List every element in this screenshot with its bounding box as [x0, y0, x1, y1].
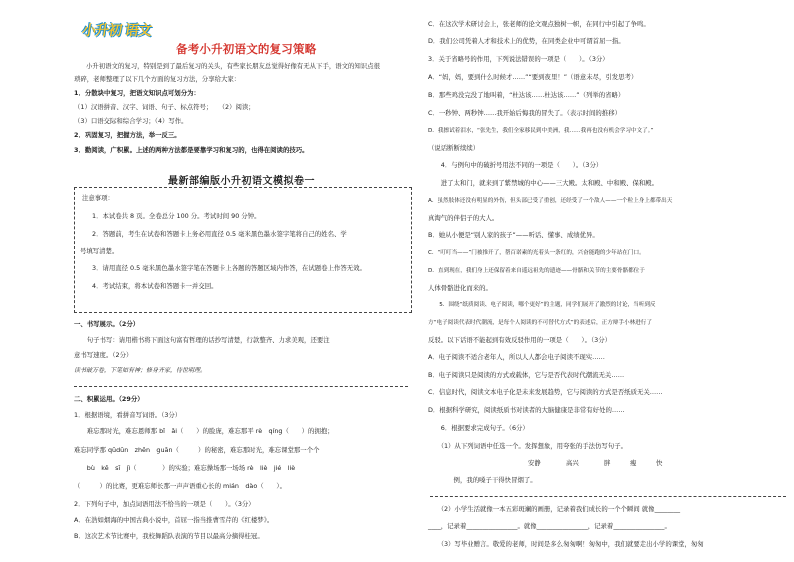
right-line: 反驳。以下话语不能起到有效反驳作用的一项是（ ）。（3分）: [428, 336, 611, 344]
right-line: 3．关于省略号的作用，下列说法错误的一项是（ ）。（3分）: [428, 55, 609, 63]
notice-line: 1．本试卷共 8 页。全卷总分 100 分。考试时间 90 分钟。: [92, 212, 261, 220]
section1-line: 句子书写：请用楷书将下面这句富有哲理的话抄写清楚，行款整齐、力求美观，还要注: [74, 336, 330, 344]
section2-heading: 二、积累运用。（29分）: [74, 395, 144, 403]
right-line: ____，记录着________________。就像________________，记录着________________。: [428, 522, 671, 530]
right-line: （1）从下列词语中任选一个。发挥想象，用夸张的手法仿写句子。: [428, 442, 627, 450]
question-1-line: 难忘那时光，难忘恩师那 bǐ ǎi（ ）的脸庞，难忘那平 rè qíng（ ）的拥抱；: [74, 427, 334, 435]
right-line: A．电子阅读不适合老年人，所以人人都会电子阅读不现实……: [428, 353, 605, 361]
word-option: 瘦: [630, 459, 637, 467]
logo-text: 小升初 语文: [80, 23, 152, 39]
question-1-line: 难忘同学那 qūdūn zhēn guān（ ）的秘密，难忘那时光，难忘课堂那一个个: [74, 446, 320, 454]
calligraphy-sample: 读书破万卷，下笔如有神；修身齐家，待世明理。: [74, 367, 207, 374]
right-line: 方“电子阅读代表时代潮流，是每个人阅读的不可替代方式”的表述后，正方辩手小林进行了: [428, 320, 652, 326]
right-line: 4．与例句中的破折号用法不同的一项是（ ）。（3分）: [428, 161, 603, 169]
right-line: （2）小学生活就像一本五彩斑斓的画册，记录着我们成长的一个个瞬间 就像________: [428, 505, 681, 513]
strategy-title: 备考小升初语文的复习策略: [176, 42, 317, 56]
notice-line: 号填写清楚。: [80, 247, 119, 255]
tip-line: （3）口语交际和综合学习；（4）写作。: [74, 117, 188, 125]
right-line: 5．围绕“纸质阅读、电子阅读，哪个更好”的主题，同学们展开了激烈的讨论，当听到反: [428, 302, 656, 308]
right-line: 真淘气的伴侣子的大人。: [428, 214, 499, 222]
notice-box: [74, 187, 412, 313]
right-line: （3）写毕业赠言。敬爱的老师，时间是多么匆匆啊！匆匆中，我们就要走出小学的课堂，匆匆: [428, 540, 704, 548]
right-line: A．“妈，妈，要到什么时候才……”“要到夜里！”（语意未尽，引发思考）: [428, 73, 638, 81]
tip-line: （1）汉语拼音、汉字、词语、句子、标点符号； （2）阅读；: [74, 103, 255, 111]
right-line: D．根据科学研究，阅读纸质书对读者的大脑健康是非常有好处的……: [428, 406, 625, 414]
notice-heading: 注意事项：: [82, 194, 114, 202]
right-line: 6．根据要求完成句子。（6分）: [428, 424, 529, 432]
right-line: C．信息时代，阅读文本电子化是未来发展趋势，它与阅读的方式是否纸质无关……: [428, 388, 663, 396]
section1-heading: 一、书写展示。（2分）: [74, 320, 140, 328]
word-option: 胖: [604, 459, 611, 467]
question-1-line: bù kě sī jì（ ）的实验；难忘操场那一场场 rè liè jié liè: [74, 464, 296, 472]
question-2-option: B．这次艺术节比赛中，我校舞蹈队表演的节目以最高分摘得桂冠。: [74, 532, 264, 540]
word-option: 快: [656, 459, 663, 467]
right-line: C．在这次学术研讨会上，张老师的论文观点独树一帜，在同行中引起了争鸣。: [428, 20, 650, 28]
right-line: 人体骨骼进化而来的。: [428, 284, 492, 292]
question-1: 1．根据语境，看拼音写词语。（3分）: [74, 411, 182, 419]
question-2-option: A．在浩如烟海的中国古典小说中，首屈一指当推曹雪芹的《红楼梦》。: [74, 516, 274, 524]
notice-line: 3．请用直径 0.5 毫米黑色墨水签字笔在答题卡上各题的答题区域内作答，在试题卷上作答无效。: [92, 264, 366, 272]
answer-line: [430, 496, 786, 497]
logo: [82, 20, 162, 56]
right-line: （说话断断续续）: [428, 144, 480, 152]
question-2: 2．下列句子中，加点词语用法不恰当的一项是（ ）。（3分）: [74, 500, 255, 508]
tip-line: 2．巩固复习，把握方法，举一反三。: [74, 131, 181, 139]
exam-title: 最新部编版小升初语文模拟卷一: [168, 176, 315, 187]
question-1-line: （ ）的比赛，更难忘师长那一声声语重心长的 mián dào（ ）。: [74, 482, 287, 490]
intro-line: 琐碎，老师整理了以下几个方面的复习方法，分享给大家：: [74, 75, 241, 83]
notice-line: 2．答题前，考生在试卷和答题卡上务必用直径 0.5 毫米黑色墨水签字笔将自己的姓名、学: [92, 230, 347, 238]
right-line: 例，我的嗓子干得快冒烟了。: [428, 476, 537, 484]
writing-line: [74, 386, 408, 387]
right-line: C．“叮叮当——”门被推开了，帮百诺素的光着头一条红的，兴奋能跑的少年站在门口。: [428, 250, 645, 256]
tip-line: 1．分散块中复习，把语文知识点可划分为：: [74, 89, 200, 97]
right-line: D．我擦试着泪水，“张先生，我们全家移民到中美洲，我……我再也没有机会学习中文了。”: [428, 128, 654, 134]
right-line: 进了太和门，就来到了紫禁城的中心——三大殿。太和殿、中和殿、保和殿。: [428, 179, 659, 187]
word-option: 高兴: [566, 459, 579, 467]
right-line: C．一秒钟、两秒钟……我开始后悔我的冒失了。（表示时间的推移）: [428, 109, 621, 117]
right-line: D．直到现在，我们身上还保留着来自遥远祖先的遗迹——骨骼和关节的主要骨骼都位于: [428, 268, 645, 274]
section1-line: 意书写速度。（2分）: [74, 351, 133, 359]
intro-line: 小升初语文的复习，特别是到了最后复习的关头，有些家长朋友总觉得好像有无从下手，语文的知识点很: [86, 62, 380, 70]
right-line: B．那些鸡没完没了地叫着，“杜达该……杜达该……”（列举的省略）: [428, 91, 625, 99]
right-line: B．电子阅读只是阅读的方式或载体，它与是否代表时代潮流无关……: [428, 371, 625, 379]
right-line: A．虽然肢体还没有明显的外伤，但头部已受了重创，还经受了一个敌人——一个粒上身上都带出天: [428, 198, 673, 204]
tip-line: 3．勤阅读，广积累。上述的两种方法都是要靠学习和复习的，也得在阅读的技巧。: [74, 146, 309, 154]
notice-line: 4．考试结束，将本试卷和答题卡一并交回。: [92, 282, 218, 290]
word-option: 安静: [528, 459, 541, 467]
right-line: D．我们公司凭着人才和技术上的优势，在同类企业中可谓首屈一指。: [428, 37, 625, 45]
right-line: B．她从小便是“别人家的孩子”——听话、懂事、成绩优异。: [428, 231, 599, 239]
